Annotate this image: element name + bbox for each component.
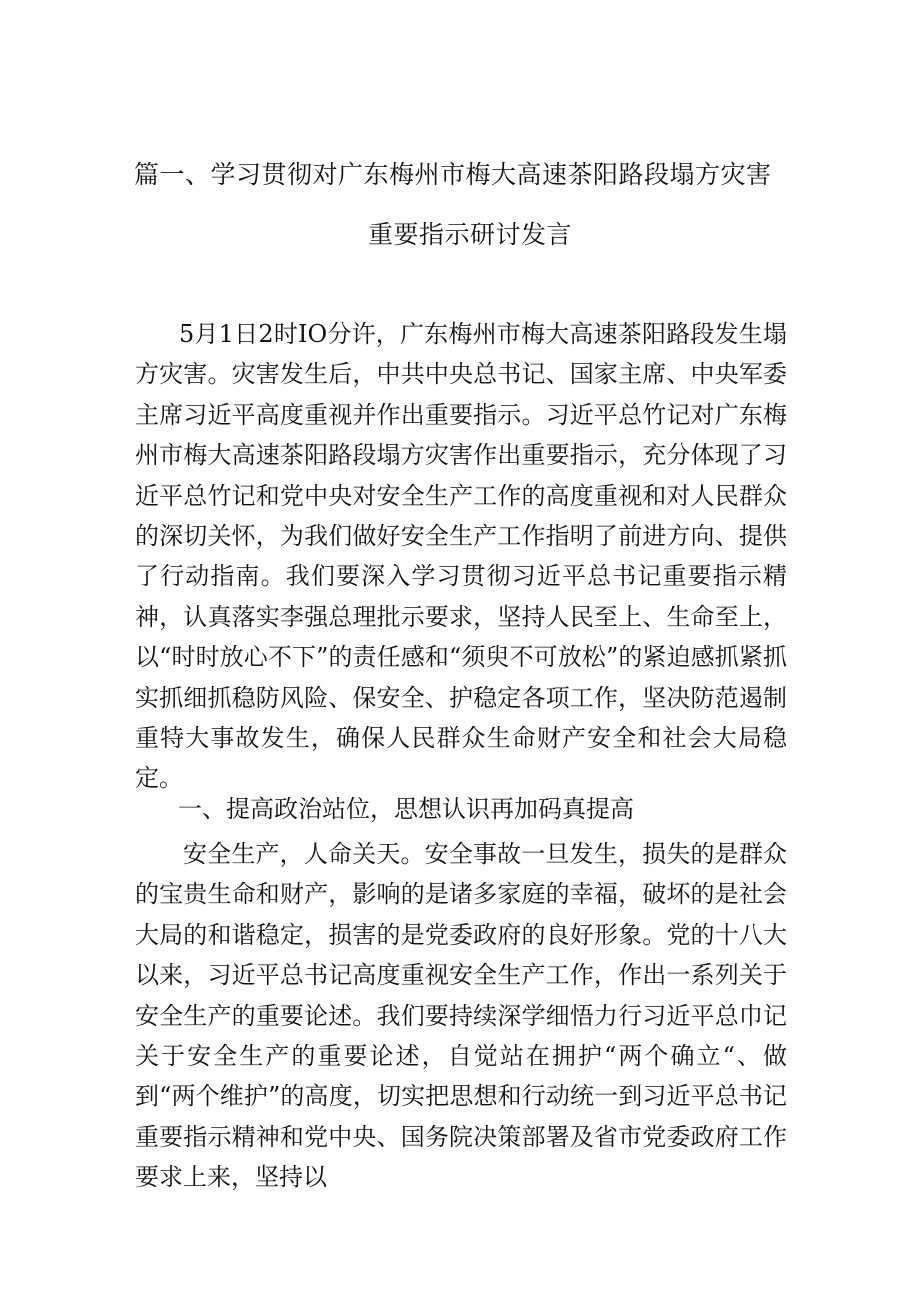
section-heading-1: 一、提高政治站位，思想认识再加码真提高 [178,795,634,823]
paragraph-intro: 5月1日2时IO分许，广东梅州市梅大高速茶阳路段发生塌方灾害。灾害发生后，中共中央总书记、国家主席、中央军委主席习近平高度重视并作出重要指示。习近平总竹记对广东梅州市梅大高速茶阳路段塌方灾害作出重要指示，充分体现了习近平总竹记和党中央对安全生产工作的高度重视和对人民群众的深切关怀，为我们做好安全生产工作指明了前进方向、提供了行动指南。我们要深入学习贯彻习近平总书记重要指示精神，认真落实李强总理批示要求，坚持人民至上、生命至上，以“时时放心不下”的责任感和“须臾不可放松”的紧迫感抓紧抓实抓细抓稳防风险、保安全、护稳定各项工作，坚决防范遏制重特大事故发生，确保人民群众生命财产安全和社会大局稳定。 [135,320,787,793]
document-title-line-1: 篇一、学习贯彻对广东梅州市梅大高速茶阳路段塌方灾害 [134,160,772,189]
document-title-line-2: 重要指示研讨发言 [368,220,573,249]
paragraph-section-1: 安全生产，人命关天。安全事故一旦发生，损失的是群众的宝贵生命和财产，影响的是诸多家庭的幸福，破坏的是社会大局的和谐稳定，损害的是党委政府的良好形象。党的十八大以来，习近平总书记高度重视安全生产工作，作出一系列关于安全生产的重要论述。我们要持续深学细悟力行习近平总巾记关于安全生产的重要论述，自觉站在拥护“两个确立“、做到“两个维护”的高度，切实把思想和行动统一到习近平总书记重要指示精神和党中央、国务院决策部署及省市党委政府工作要求上来，坚持以 [135,840,787,1192]
